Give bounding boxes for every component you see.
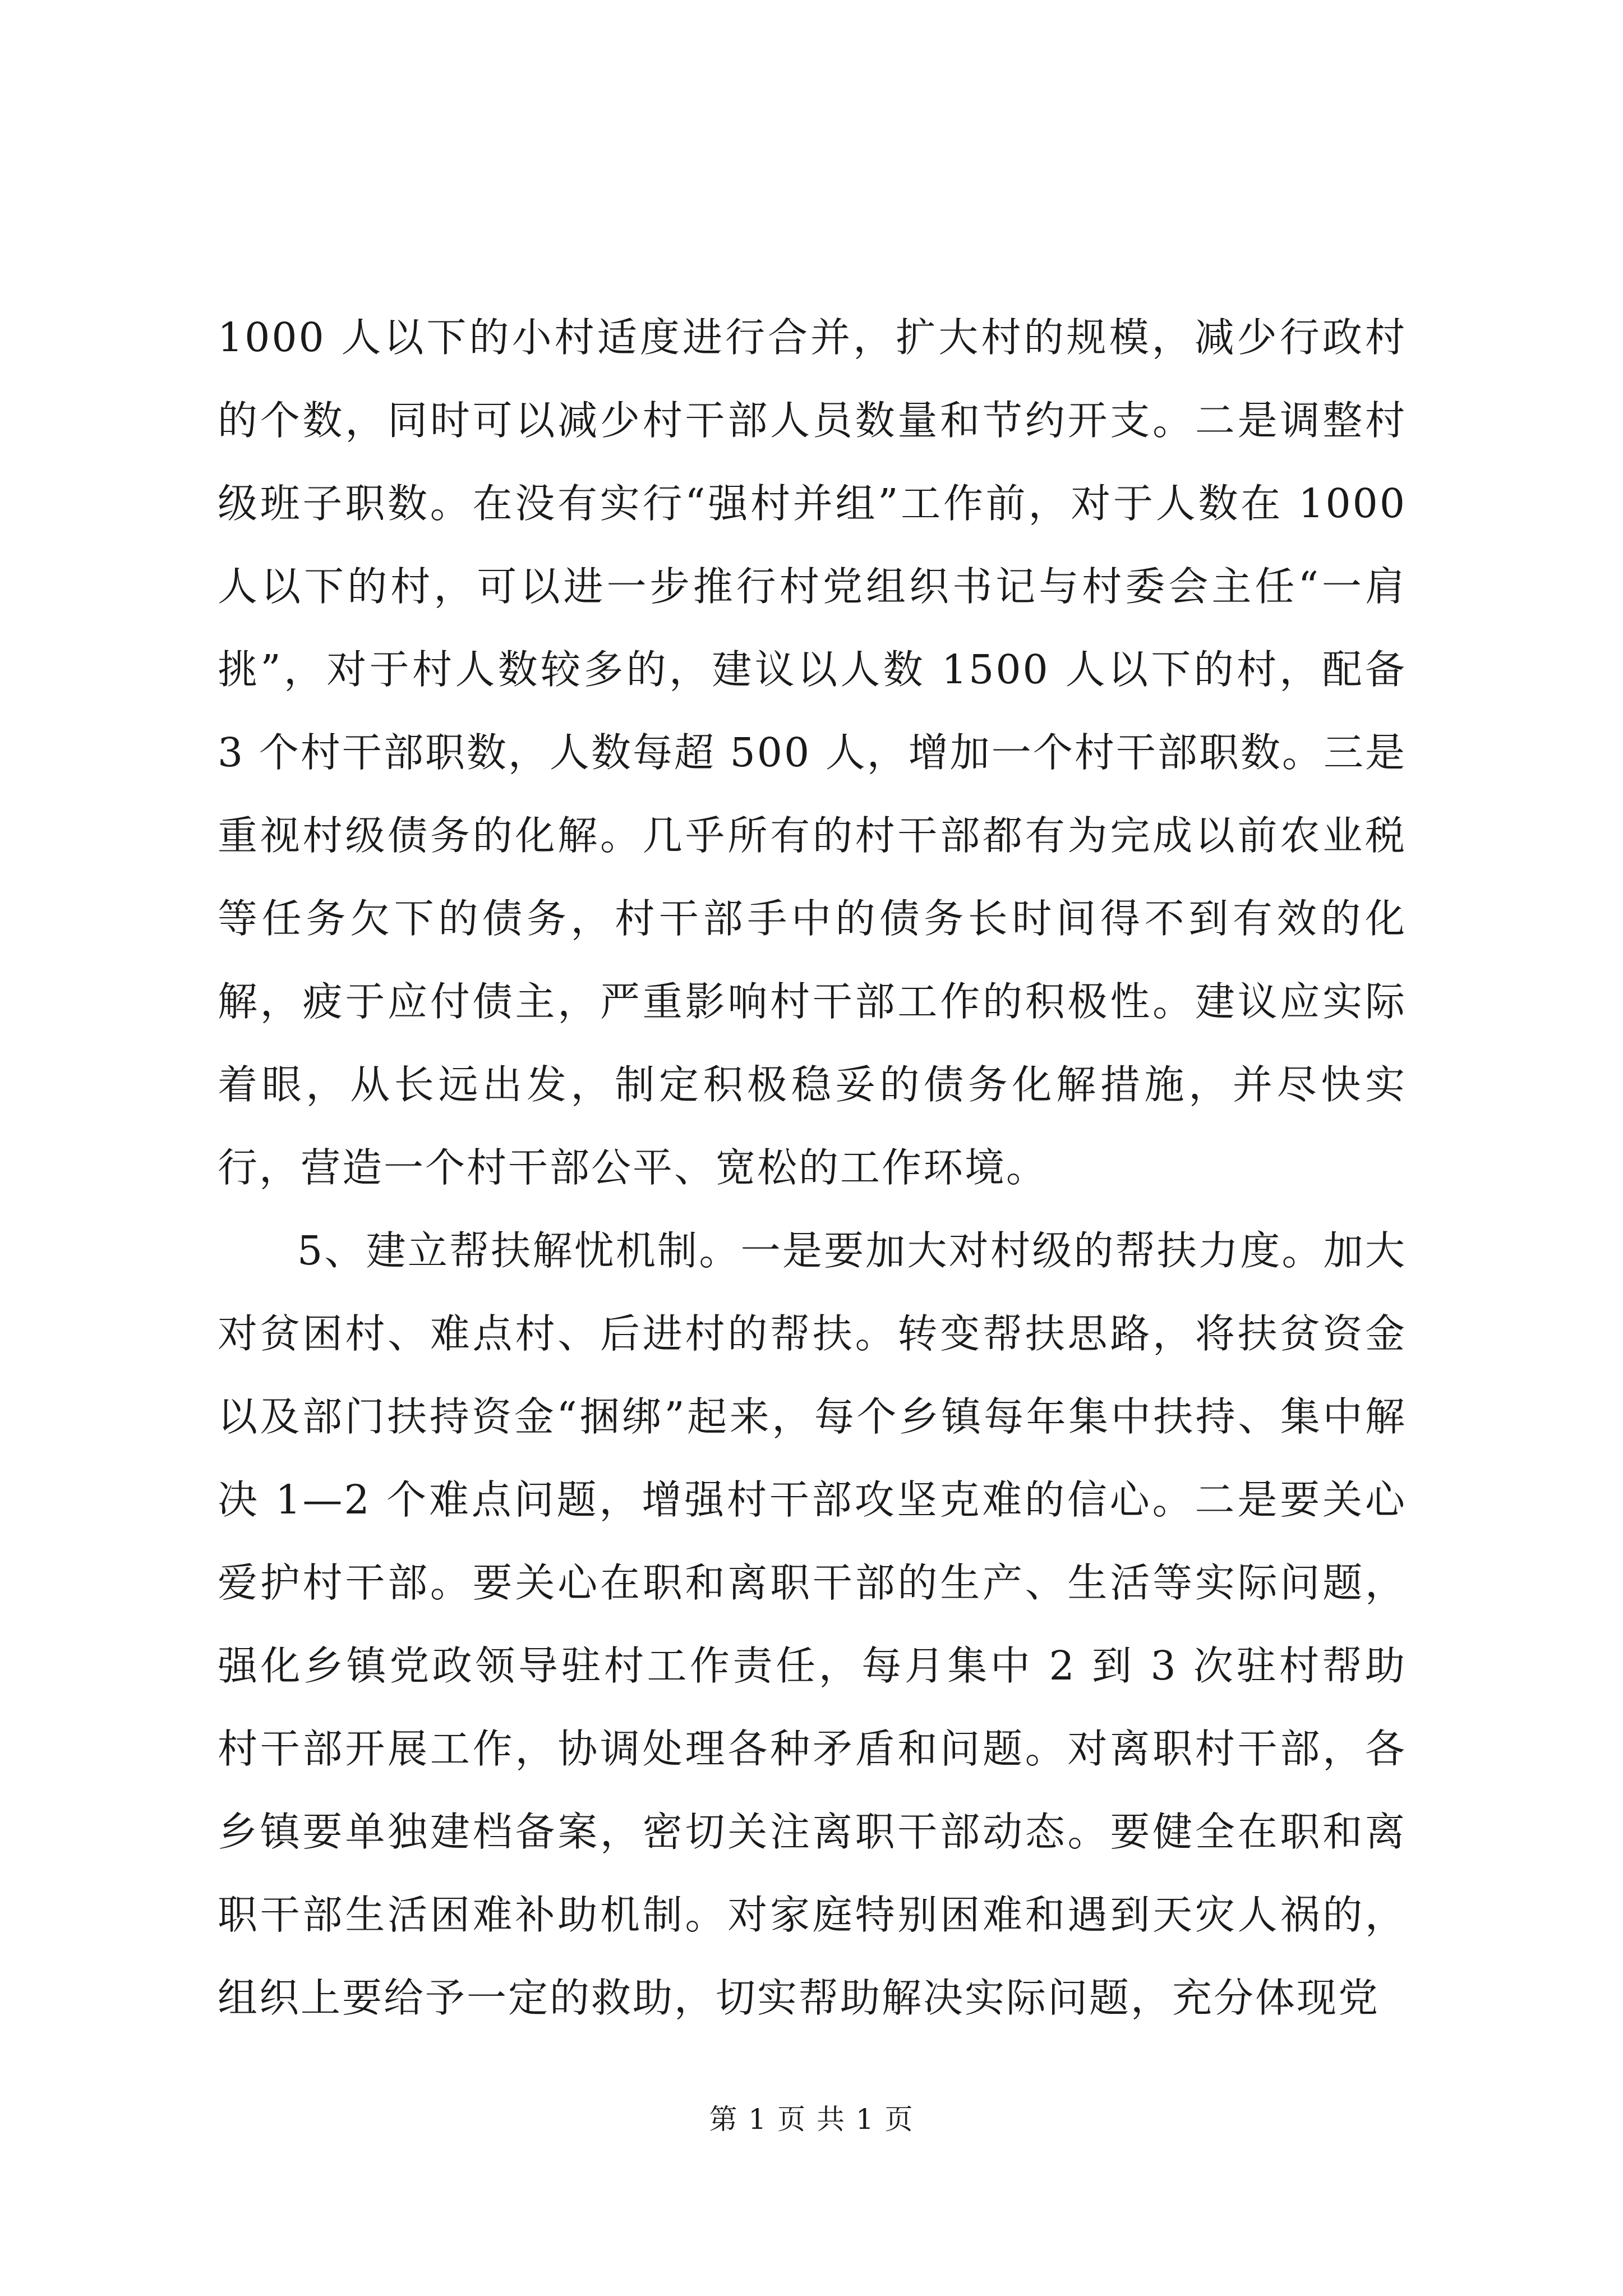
page-footer: 第 1 页 共 1 页 [709,2103,914,2136]
paragraph-continued: 1000 人以下的小村适度进行合并，扩大村的规模，减少行政村的个数，同时可以减少村干部人员数量和节约开支。二是调整村级班子职数。在没有实行“强村并组”工作前，对于人数在 1000 人以下的村，可以进一步推行村党组织书记与村委会主任“一肩挑”，对于村人数较多的，建议以人数 1500 人以下的村，配备 3 个村干部职数，人数每超 500 人，增加一个村干部职数。三是重视村级债务的化解。几乎所有的村干部都有为完成以前农业税等任务欠下的债务，村干部手中的债务长时间得不到有效的化解，疲于应付债主，严重影响村干部工作的积极性。建议应实际着眼，从长远出发，制定积极稳妥的债务化解措施，并尽快实行，营造一个村干部公平、宽松的工作环境。 [218,314,1407,1191]
paragraph-section-5: 5、建立帮扶解忧机制。一是要加大对村级的帮扶力度。加大对贫困村、难点村、后进村的帮扶。转变帮扶思路，将扶贫资金以及部门扶持资金“捆绑”起来，每个乡镇每年集中扶持、集中解决 1—2 个难点问题，增强村干部攻坚克难的信心。二是要关心爱护村干部。要关心在职和离职干部的生产、生活等实际问题，强化乡镇党政领导驻村工作责任，每月集中 2 到 3 次驻村帮助村干部开展工作，协调处理各种矛盾和问题。对离职村干部，各乡镇要单独建档备案，密切关注离职干部动态。要健全在职和离职干部生活困难补助机制。对家庭特别困难和遇到天灾人祸的，组织上要给予一定的救助，切实帮助解决实际问题，充分体现党 [218,1227,1407,2021]
document-body [218,296,1407,2040]
